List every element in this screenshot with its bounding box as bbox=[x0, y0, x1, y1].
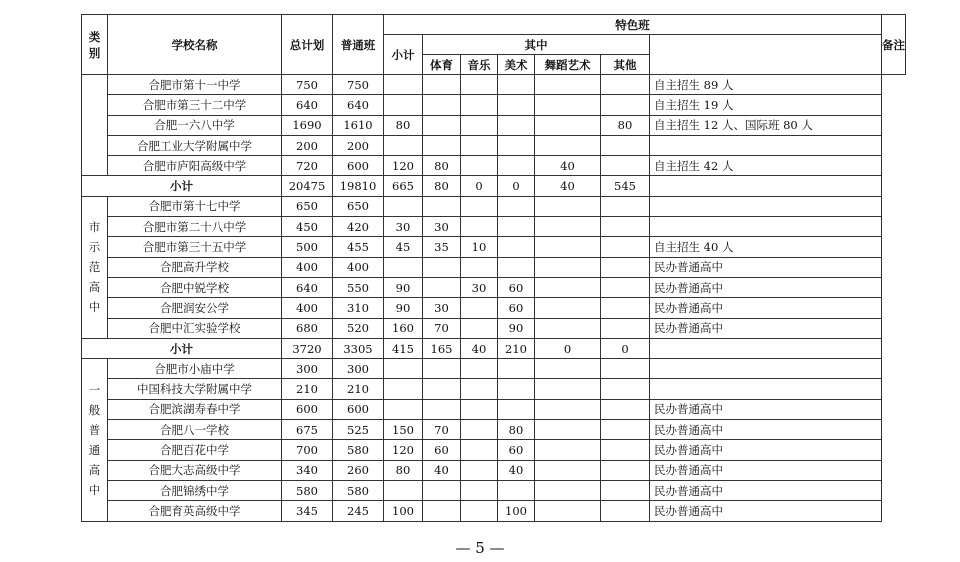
other bbox=[601, 460, 650, 480]
regular-class: 210 bbox=[333, 379, 384, 399]
special-subtotal: 80 bbox=[384, 460, 423, 480]
dance bbox=[535, 440, 601, 460]
art bbox=[498, 95, 535, 115]
total-plan: 340 bbox=[282, 460, 333, 480]
sports bbox=[423, 501, 461, 521]
sports: 70 bbox=[423, 420, 461, 440]
special-subtotal bbox=[384, 75, 423, 95]
dance bbox=[535, 237, 601, 257]
other bbox=[601, 359, 650, 379]
special-subtotal: 150 bbox=[384, 420, 423, 440]
total-plan: 720 bbox=[282, 156, 333, 176]
music bbox=[461, 480, 498, 500]
total-plan: 580 bbox=[282, 480, 333, 500]
music: 30 bbox=[461, 277, 498, 297]
total-plan: 200 bbox=[282, 135, 333, 155]
special-subtotal: 90 bbox=[384, 277, 423, 297]
header-sports: 体育 bbox=[423, 55, 461, 75]
other bbox=[601, 440, 650, 460]
special-subtotal: 80 bbox=[384, 115, 423, 135]
total-plan: 675 bbox=[282, 420, 333, 440]
dance: 40 bbox=[535, 176, 601, 196]
school-name: 合肥市第三十五中学 bbox=[108, 237, 282, 257]
school-name: 合肥润安公学 bbox=[108, 298, 282, 318]
music bbox=[461, 359, 498, 379]
other bbox=[601, 277, 650, 297]
art: 100 bbox=[498, 501, 535, 521]
total-plan: 640 bbox=[282, 95, 333, 115]
special-subtotal: 120 bbox=[384, 440, 423, 460]
music: 0 bbox=[461, 176, 498, 196]
remark bbox=[650, 359, 882, 379]
total-plan: 3720 bbox=[282, 338, 333, 358]
art: 40 bbox=[498, 460, 535, 480]
special-subtotal bbox=[384, 95, 423, 115]
dance bbox=[535, 399, 601, 419]
remark bbox=[650, 338, 882, 358]
art bbox=[498, 196, 535, 216]
header-remarks: 备注 bbox=[882, 15, 906, 75]
remark: 自主招生 42 人 bbox=[650, 156, 882, 176]
table-row bbox=[82, 217, 906, 237]
music bbox=[461, 217, 498, 237]
table-row bbox=[82, 115, 906, 135]
remark bbox=[650, 217, 882, 237]
special-subtotal bbox=[384, 379, 423, 399]
other bbox=[601, 420, 650, 440]
other bbox=[601, 480, 650, 500]
art bbox=[498, 115, 535, 135]
regular-class: 600 bbox=[333, 156, 384, 176]
school-name: 合肥高升学校 bbox=[108, 257, 282, 277]
header-art: 美术 bbox=[498, 55, 535, 75]
music bbox=[461, 420, 498, 440]
other bbox=[601, 135, 650, 155]
sports: 60 bbox=[423, 440, 461, 460]
school-name: 合肥市第十一中学 bbox=[108, 75, 282, 95]
regular-class: 310 bbox=[333, 298, 384, 318]
other bbox=[601, 75, 650, 95]
other: 80 bbox=[601, 115, 650, 135]
regular-class: 650 bbox=[333, 196, 384, 216]
table-body bbox=[82, 75, 906, 522]
music bbox=[461, 379, 498, 399]
dance bbox=[535, 359, 601, 379]
art bbox=[498, 156, 535, 176]
remark: 民办普通高中 bbox=[650, 318, 882, 338]
remark: 民办普通高中 bbox=[650, 460, 882, 480]
school-name: 合肥锦绣中学 bbox=[108, 480, 282, 500]
total-plan: 700 bbox=[282, 440, 333, 460]
table-row bbox=[82, 318, 906, 338]
subtotal-label: 小计 bbox=[82, 176, 282, 196]
regular-class: 19810 bbox=[333, 176, 384, 196]
sports bbox=[423, 379, 461, 399]
sports bbox=[423, 257, 461, 277]
music bbox=[461, 460, 498, 480]
header-school-name: 学校名称 bbox=[108, 15, 282, 75]
art bbox=[498, 480, 535, 500]
special-subtotal: 120 bbox=[384, 156, 423, 176]
remark: 民办普通高中 bbox=[650, 277, 882, 297]
art bbox=[498, 135, 535, 155]
dance bbox=[535, 217, 601, 237]
special-subtotal bbox=[384, 257, 423, 277]
art bbox=[498, 217, 535, 237]
school-name: 合肥工业大学附属中学 bbox=[108, 135, 282, 155]
sports: 70 bbox=[423, 318, 461, 338]
other: 0 bbox=[601, 338, 650, 358]
table-row bbox=[82, 95, 906, 115]
dance: 0 bbox=[535, 338, 601, 358]
remark bbox=[650, 135, 882, 155]
sports bbox=[423, 480, 461, 500]
subtotal-row bbox=[82, 338, 906, 358]
regular-class: 200 bbox=[333, 135, 384, 155]
special-subtotal: 45 bbox=[384, 237, 423, 257]
header-special-class: 特色班 bbox=[384, 15, 882, 35]
other bbox=[601, 156, 650, 176]
other bbox=[601, 298, 650, 318]
sports bbox=[423, 75, 461, 95]
other bbox=[601, 399, 650, 419]
total-plan: 640 bbox=[282, 277, 333, 297]
regular-class: 580 bbox=[333, 440, 384, 460]
art: 210 bbox=[498, 338, 535, 358]
sports bbox=[423, 277, 461, 297]
header-special-subtotal: 小计 bbox=[384, 35, 423, 75]
sports: 80 bbox=[423, 156, 461, 176]
table-row bbox=[82, 156, 906, 176]
other bbox=[601, 501, 650, 521]
regular-class: 580 bbox=[333, 480, 384, 500]
remark bbox=[650, 176, 882, 196]
art bbox=[498, 75, 535, 95]
art: 80 bbox=[498, 420, 535, 440]
music bbox=[461, 75, 498, 95]
regular-class: 640 bbox=[333, 95, 384, 115]
total-plan: 600 bbox=[282, 399, 333, 419]
remark: 民办普通高中 bbox=[650, 420, 882, 440]
table-row bbox=[82, 501, 906, 521]
music bbox=[461, 196, 498, 216]
sports bbox=[423, 399, 461, 419]
school-name: 合肥一六八中学 bbox=[108, 115, 282, 135]
table-row bbox=[82, 460, 906, 480]
dance bbox=[535, 277, 601, 297]
art bbox=[498, 237, 535, 257]
art: 60 bbox=[498, 277, 535, 297]
total-plan: 300 bbox=[282, 359, 333, 379]
other bbox=[601, 196, 650, 216]
dance bbox=[535, 135, 601, 155]
dance bbox=[535, 379, 601, 399]
sports bbox=[423, 196, 461, 216]
category-cell: 一般普通高中 bbox=[82, 359, 108, 521]
table-row bbox=[82, 237, 906, 257]
music bbox=[461, 95, 498, 115]
header-regular-class: 普通班 bbox=[333, 15, 384, 75]
sports bbox=[423, 359, 461, 379]
music: 40 bbox=[461, 338, 498, 358]
dance bbox=[535, 420, 601, 440]
dance bbox=[535, 115, 601, 135]
sports bbox=[423, 135, 461, 155]
art: 60 bbox=[498, 298, 535, 318]
dance bbox=[535, 75, 601, 95]
special-subtotal: 90 bbox=[384, 298, 423, 318]
other bbox=[601, 95, 650, 115]
special-subtotal bbox=[384, 399, 423, 419]
music bbox=[461, 298, 498, 318]
enrollment-plan-table bbox=[81, 14, 906, 522]
remark: 自主招生 40 人 bbox=[650, 237, 882, 257]
art: 0 bbox=[498, 176, 535, 196]
header-category: 类别 bbox=[82, 15, 108, 75]
remark: 民办普通高中 bbox=[650, 501, 882, 521]
school-name: 合肥市第三十二中学 bbox=[108, 95, 282, 115]
dance bbox=[535, 318, 601, 338]
dance: 40 bbox=[535, 156, 601, 176]
special-subtotal: 665 bbox=[384, 176, 423, 196]
dance bbox=[535, 196, 601, 216]
remark: 民办普通高中 bbox=[650, 298, 882, 318]
remark: 自主招生 89 人 bbox=[650, 75, 882, 95]
other bbox=[601, 379, 650, 399]
music bbox=[461, 135, 498, 155]
special-subtotal bbox=[384, 359, 423, 379]
special-subtotal bbox=[384, 480, 423, 500]
page-number: — 5 — bbox=[455, 539, 505, 557]
header-other: 其他 bbox=[601, 55, 650, 75]
header-total-plan: 总计划 bbox=[282, 15, 333, 75]
school-name: 合肥市庐阳高级中学 bbox=[108, 156, 282, 176]
sports: 30 bbox=[423, 217, 461, 237]
other bbox=[601, 237, 650, 257]
other bbox=[601, 257, 650, 277]
total-plan: 500 bbox=[282, 237, 333, 257]
regular-class: 400 bbox=[333, 257, 384, 277]
school-name: 合肥市第二十八中学 bbox=[108, 217, 282, 237]
regular-class: 550 bbox=[333, 277, 384, 297]
other bbox=[601, 318, 650, 338]
sports: 30 bbox=[423, 298, 461, 318]
total-plan: 210 bbox=[282, 379, 333, 399]
school-name: 中国科技大学附属中学 bbox=[108, 379, 282, 399]
table-row bbox=[82, 440, 906, 460]
regular-class: 520 bbox=[333, 318, 384, 338]
school-name: 合肥滨湖寿春中学 bbox=[108, 399, 282, 419]
sports bbox=[423, 115, 461, 135]
dance bbox=[535, 501, 601, 521]
remark bbox=[650, 379, 882, 399]
school-name: 合肥中汇实验学校 bbox=[108, 318, 282, 338]
school-name: 合肥中锐学校 bbox=[108, 277, 282, 297]
art: 60 bbox=[498, 440, 535, 460]
remark: 自主招生 12 人、国际班 80 人 bbox=[650, 115, 882, 135]
dance bbox=[535, 298, 601, 318]
total-plan: 650 bbox=[282, 196, 333, 216]
special-subtotal: 100 bbox=[384, 501, 423, 521]
sports: 165 bbox=[423, 338, 461, 358]
total-plan: 1690 bbox=[282, 115, 333, 135]
art bbox=[498, 379, 535, 399]
other: 545 bbox=[601, 176, 650, 196]
sports bbox=[423, 95, 461, 115]
regular-class: 420 bbox=[333, 217, 384, 237]
remark: 民办普通高中 bbox=[650, 399, 882, 419]
table-row bbox=[82, 196, 906, 216]
sports: 35 bbox=[423, 237, 461, 257]
dance bbox=[535, 95, 601, 115]
header-music: 音乐 bbox=[461, 55, 498, 75]
school-name: 合肥大志高级中学 bbox=[108, 460, 282, 480]
table-row bbox=[82, 379, 906, 399]
special-subtotal bbox=[384, 196, 423, 216]
subtotal-label: 小计 bbox=[82, 338, 282, 358]
dance bbox=[535, 257, 601, 277]
table-row bbox=[82, 257, 906, 277]
special-subtotal: 30 bbox=[384, 217, 423, 237]
regular-class: 750 bbox=[333, 75, 384, 95]
remark: 民办普通高中 bbox=[650, 480, 882, 500]
music: 10 bbox=[461, 237, 498, 257]
art bbox=[498, 359, 535, 379]
total-plan: 450 bbox=[282, 217, 333, 237]
total-plan: 345 bbox=[282, 501, 333, 521]
header-dance: 舞蹈艺术 bbox=[535, 55, 601, 75]
total-plan: 400 bbox=[282, 298, 333, 318]
school-name: 合肥八一学校 bbox=[108, 420, 282, 440]
total-plan: 680 bbox=[282, 318, 333, 338]
regular-class: 600 bbox=[333, 399, 384, 419]
table-row bbox=[82, 359, 906, 379]
special-subtotal: 415 bbox=[384, 338, 423, 358]
remark: 自主招生 19 人 bbox=[650, 95, 882, 115]
music bbox=[461, 156, 498, 176]
regular-class: 300 bbox=[333, 359, 384, 379]
total-plan: 400 bbox=[282, 257, 333, 277]
category-cell bbox=[82, 75, 108, 176]
table-row bbox=[82, 135, 906, 155]
special-subtotal: 160 bbox=[384, 318, 423, 338]
remark bbox=[650, 196, 882, 216]
art: 90 bbox=[498, 318, 535, 338]
regular-class: 455 bbox=[333, 237, 384, 257]
table-row bbox=[82, 277, 906, 297]
music bbox=[461, 257, 498, 277]
music bbox=[461, 501, 498, 521]
dance bbox=[535, 480, 601, 500]
sports: 40 bbox=[423, 460, 461, 480]
subtotal-row bbox=[82, 176, 906, 196]
music bbox=[461, 318, 498, 338]
special-subtotal bbox=[384, 135, 423, 155]
school-name: 合肥育英高级中学 bbox=[108, 501, 282, 521]
music bbox=[461, 115, 498, 135]
school-name: 合肥市第十七中学 bbox=[108, 196, 282, 216]
school-name: 合肥百花中学 bbox=[108, 440, 282, 460]
regular-class: 1610 bbox=[333, 115, 384, 135]
school-name: 合肥市小庙中学 bbox=[108, 359, 282, 379]
total-plan: 20475 bbox=[282, 176, 333, 196]
regular-class: 260 bbox=[333, 460, 384, 480]
regular-class: 3305 bbox=[333, 338, 384, 358]
art bbox=[498, 257, 535, 277]
table-row bbox=[82, 420, 906, 440]
music bbox=[461, 440, 498, 460]
remark: 民办普通高中 bbox=[650, 440, 882, 460]
regular-class: 525 bbox=[333, 420, 384, 440]
regular-class: 245 bbox=[333, 501, 384, 521]
table-row bbox=[82, 75, 906, 95]
remark: 民办普通高中 bbox=[650, 257, 882, 277]
music bbox=[461, 399, 498, 419]
header-of-which: 其中 bbox=[423, 35, 650, 55]
table-row bbox=[82, 399, 906, 419]
total-plan: 750 bbox=[282, 75, 333, 95]
art bbox=[498, 399, 535, 419]
category-cell: 市示范高中 bbox=[82, 196, 108, 338]
table-row bbox=[82, 480, 906, 500]
other bbox=[601, 217, 650, 237]
dance bbox=[535, 460, 601, 480]
table-row bbox=[82, 298, 906, 318]
sports: 80 bbox=[423, 176, 461, 196]
